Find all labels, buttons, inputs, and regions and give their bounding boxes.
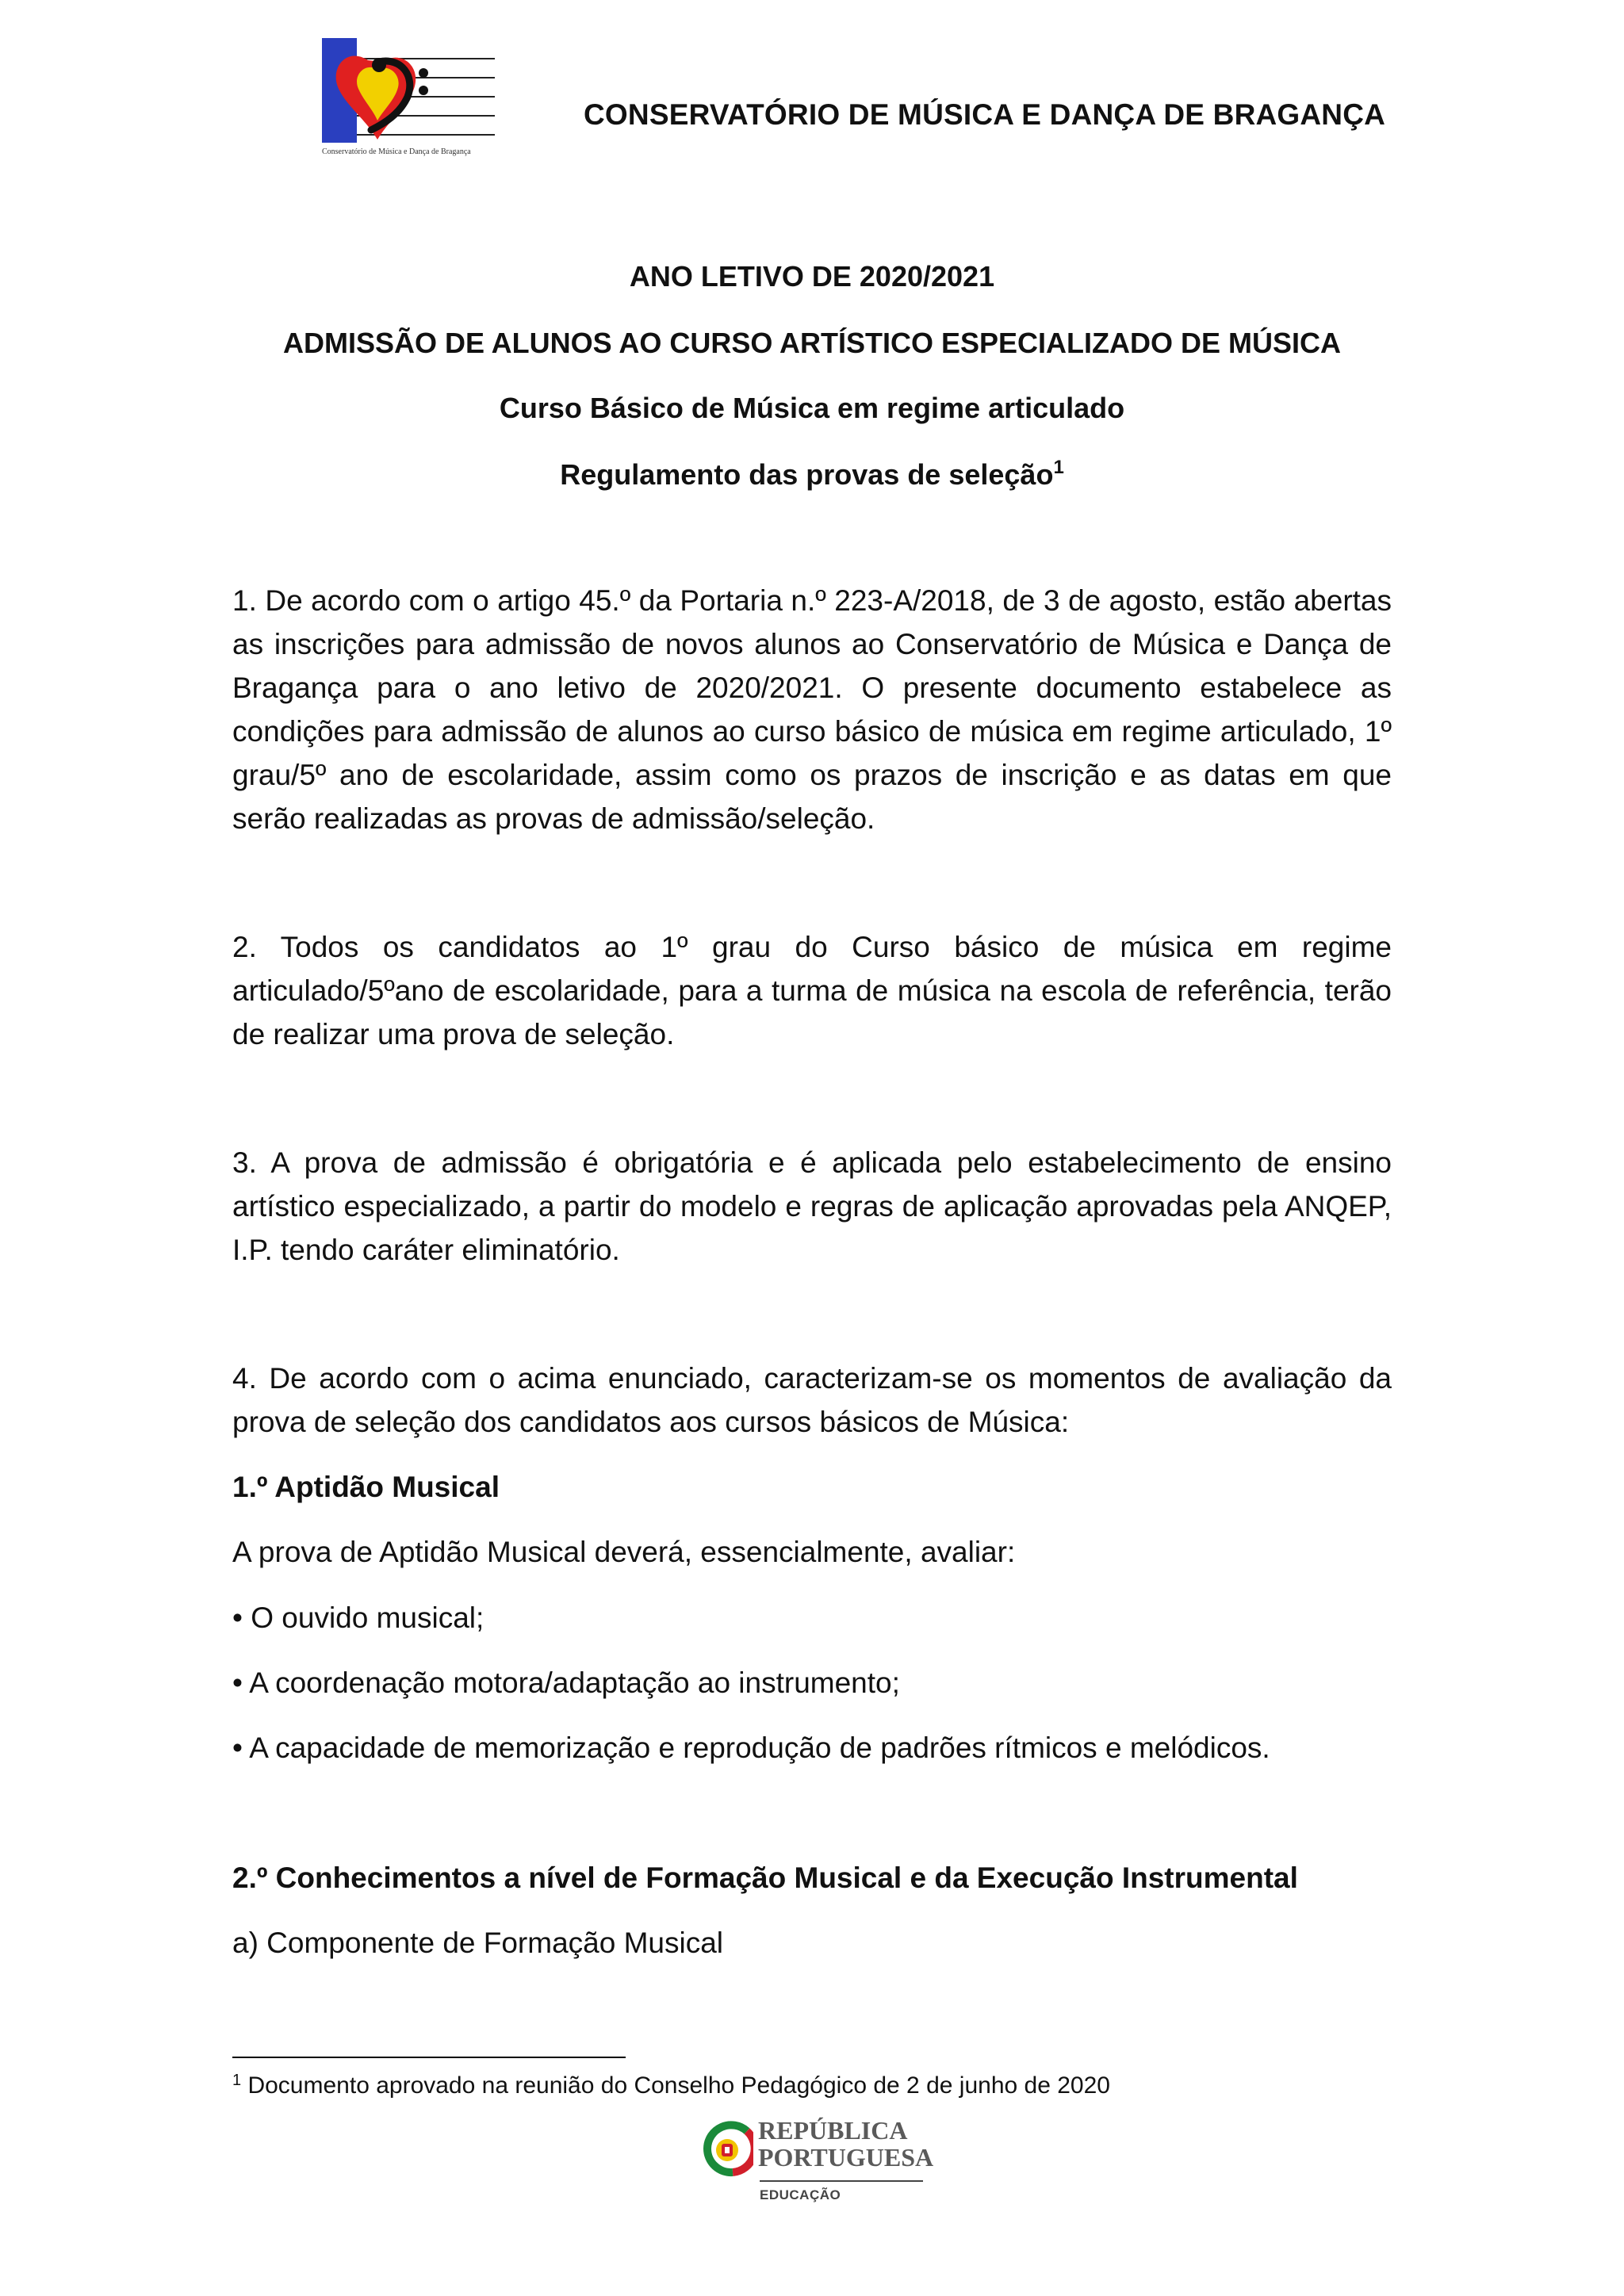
regulation-title: Regulamento das provas de seleção$^1$ xyxy=(560,457,1064,491)
heading-aptidao-musical: 1.º Aptidão Musical xyxy=(232,1471,500,1503)
list-item: • O ouvido musical; xyxy=(232,1601,485,1634)
admission-title: ADMISSÃO DE ALUNOS AO CURSO ARTÍSTICO ESPECIALIZADO DE MÚSICA xyxy=(282,327,1342,359)
list-item: • A capacidade de memorização e reprodução de padrões rítmicos e melódicos. xyxy=(232,1732,1270,1764)
paragraph-2: 2. Todos os candidatos ao 1º grau do Curso básico de música em regime articulado/5ºano de escolaridade, para a turma de música na escola de referência, terão de realizar uma prova de seleção. xyxy=(232,931,1392,1050)
paragraph-4: 4. De acordo com o acima enunciado, caracterizam-se os momentos de avaliação da prova de seleção dos candidatos aos cursos básicos de Música: xyxy=(232,1362,1392,1438)
footnote-divider xyxy=(232,2057,626,2058)
logo-divider xyxy=(760,2180,923,2182)
list-item: • A coordenação motora/adaptação ao instrumento; xyxy=(232,1667,900,1699)
clef-heart-logo-icon xyxy=(322,38,498,163)
logo-caption: Conservatório de Música e Dança de Bragança xyxy=(322,147,471,156)
heading-conhecimentos: 2.º Conhecimentos a nível de Formação Musical e da Execução Instrumental xyxy=(232,1862,1298,1894)
footnote-reference: 1 xyxy=(1053,457,1064,478)
paragraph-3: 3. A prova de admissão é obrigatória e é aplicada pelo estabelecimento de ensino artístico especializado, a partir do modelo e regras de aplicação aprovadas pela ANQEP, I.P. tendo caráter eliminatório. xyxy=(232,1146,1392,1266)
republica-portuguesa-logo xyxy=(701,2114,934,2209)
educacao-label: EDUCAÇÃO xyxy=(760,2187,841,2202)
portugal-emblem-icon xyxy=(701,2117,753,2180)
header-title: CONSERVATÓRIO DE MÚSICA E DANÇA DE BRAGANÇA xyxy=(584,98,1386,131)
course-title: Curso Básico de Música em regime articulado xyxy=(499,392,1125,424)
subheading-formacao-musical: a) Componente de Formação Musical xyxy=(232,1927,724,1959)
footnote: $^1$ Documento aprovado na reunião do Conselho Pedagógico de 2 de junho de 2020 xyxy=(232,2072,1110,2099)
republica-portuguesa-name: REPÚBLICA PORTUGUESA xyxy=(758,2116,934,2172)
conservatory-logo xyxy=(322,38,498,163)
aptidao-intro: A prova de Aptidão Musical deverá, essencialmente, avaliar: xyxy=(232,1536,1016,1568)
academic-year-title: ANO LETIVO DE 2020/2021 xyxy=(629,260,995,293)
paragraph-1: 1. De acordo com o artigo 45.º da Portaria n.º 223-A/2018, de 3 de agosto, estão abertas as inscrições para admissão de novos alunos ao Conservatório de Música e Dança de Bragança para o ano letivo de 2020/2021. O presente documento estabelece as condições para admissão de alunos ao curso básico de música em regime articulado, 1º grau/5º ano de escolaridade, assim como os prazos de inscrição e as datas em que serão realizadas as provas de admissão/seleção. xyxy=(232,584,1392,835)
